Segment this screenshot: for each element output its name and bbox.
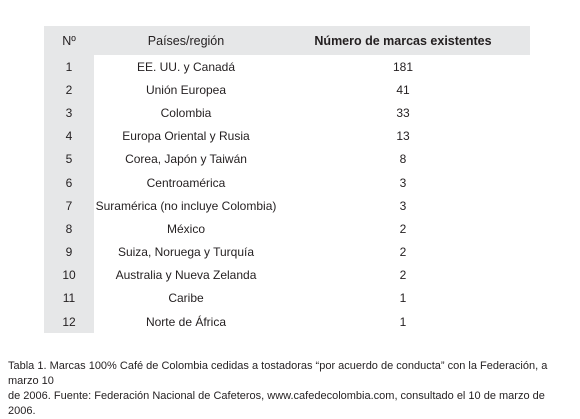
table-row [44,148,530,171]
row-num: 4 [44,125,94,148]
row-count: 13 [396,129,410,144]
row-region: Australia y Nueva Zelanda [115,268,257,283]
caption-line-2: de 2006. Fuente: Federación Nacional de Cafeteros, www.cafedecolombia.com, consultado el 10 de marzo de 2006. [8,390,545,417]
row-region: Europa Oriental y Rusia [122,129,250,144]
row-num: 12 [44,310,94,333]
row-num: 5 [44,148,94,171]
header-count: Número de marcas existentes [276,26,530,55]
row-count: 3 [399,175,407,190]
table-row [44,171,530,194]
row-region: Corea, Japón y Taiwán [125,152,247,167]
row-count: 2 [399,268,407,283]
table-row [44,55,530,78]
row-count: 1 [399,291,407,306]
table-row [44,125,530,148]
row-count: 8 [399,152,407,167]
header-region: Países/región [96,26,276,55]
table-caption [8,359,574,419]
table-row [44,194,530,217]
row-num: 6 [44,171,94,194]
row-region: México [166,221,205,236]
caption-line-1: Tabla 1. Marcas 100% Café de Colombia cedidas a tostadoras “por acuerdo de conducta” con la Federación, a marzo 10 [8,360,548,387]
row-region: Caribe [168,291,204,306]
row-region: Suramérica (no incluye Colombia) [95,198,277,213]
row-region: Unión Europea [145,82,227,97]
row-num: 10 [44,264,94,287]
table-row [44,287,530,310]
row-count: 2 [399,245,407,260]
row-region: EE. UU. y Canadá [136,59,236,74]
row-count: 1 [399,314,407,329]
table-body [44,55,530,333]
table-row [44,217,530,240]
brands-table [44,26,530,333]
table-row [44,241,530,264]
row-num: 11 [44,287,94,310]
row-num: 1 [44,55,94,78]
row-num: 9 [44,241,94,264]
row-count: 33 [396,105,410,120]
row-count: 2 [399,221,407,236]
table-row [44,101,530,124]
table-row [44,310,530,333]
row-num: 2 [44,78,94,101]
table-row [44,264,530,287]
row-count: 41 [396,82,410,97]
row-region: Centroamérica [146,175,226,190]
header-num: Nº [44,26,94,55]
row-region: Colombia [160,105,212,120]
row-region: Suiza, Noruega y Turquía [117,245,255,260]
row-num: 3 [44,101,94,124]
row-count: 3 [399,198,407,213]
row-num: 7 [44,194,94,217]
row-region: Norte de África [145,314,227,329]
row-count: 181 [392,59,414,74]
table-row [44,78,530,101]
table-header-row [44,26,530,55]
row-num: 8 [44,217,94,240]
